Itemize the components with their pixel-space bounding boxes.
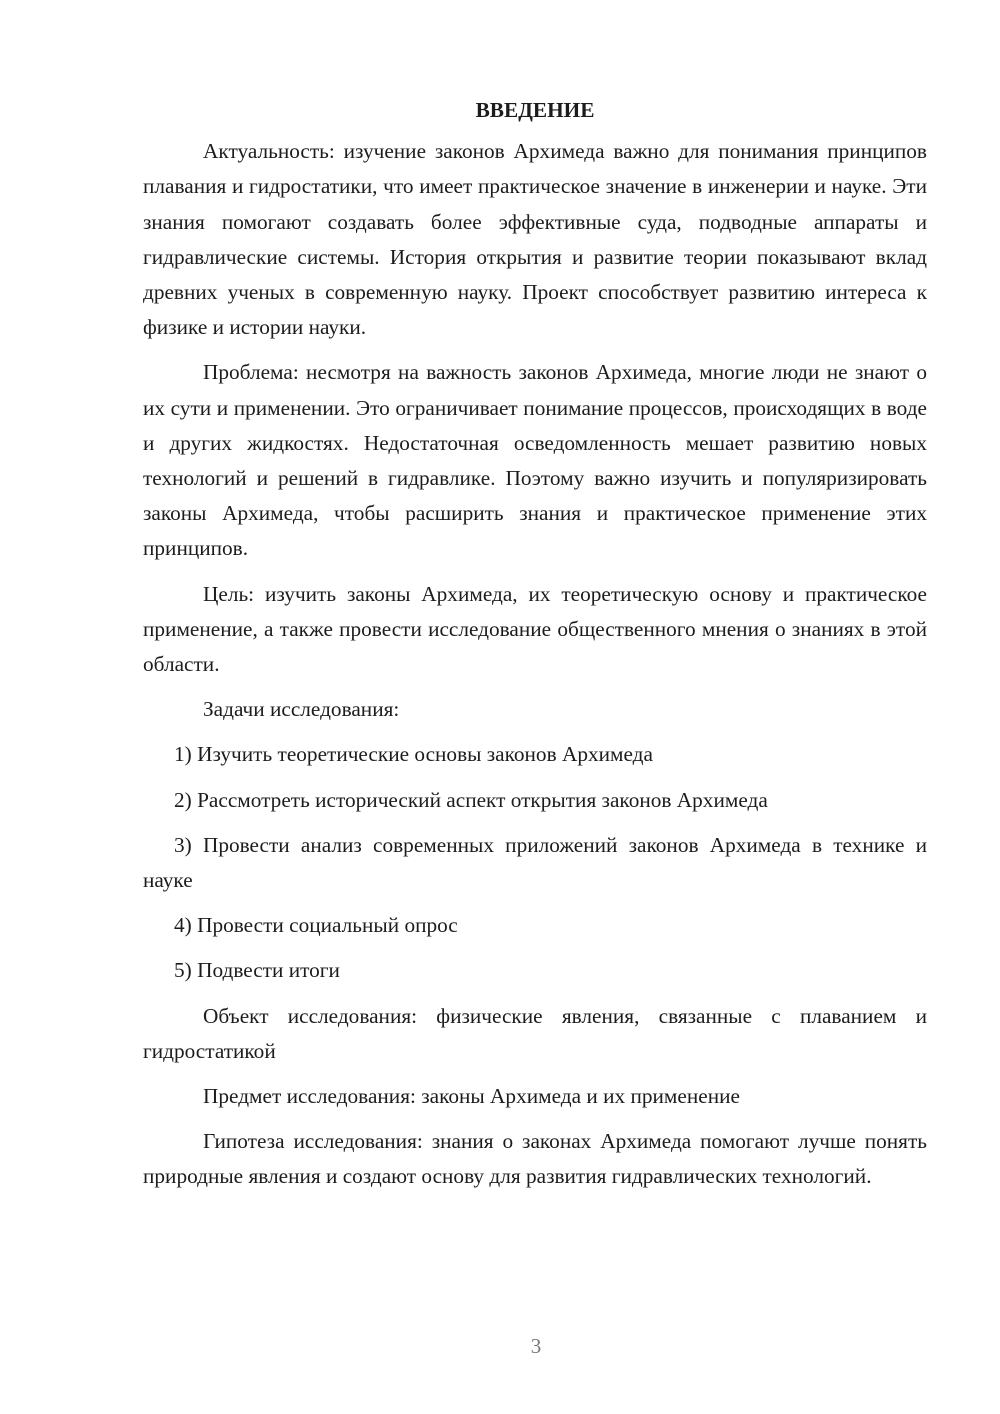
hypothesis-paragraph: Гипотеза исследования: знания о законах Архимеда помогают лучше понять природные явления и создают основу для развития гидравлических технологий. [143, 1129, 927, 1189]
goal-paragraph: Цель: изучить законы Архимеда, их теоретическую основу и практическое применение, а также провести исследование общественного мнения о знаниях в этой области. [143, 581, 927, 677]
page-content [143, 93, 927, 1205]
task-item: 3) Провести анализ современных приложений законов Архимеда в технике и науке [143, 832, 927, 893]
task-item: 5) Подвести итоги [174, 958, 340, 983]
tasks-heading: Задачи исследования: [203, 697, 400, 722]
task-item: 1) Изучить теоретические основы законов Архимеда [174, 742, 653, 767]
relevance-paragraph: Актуальность: изучение законов Архимеда важно для понимания принципов плавания и гидростатики, что имеет практическое значение в инженерии и науке. Эти знания помогают создавать более эффективные суда, подводные аппараты и гидравлические системы. История открытия и развитие теории показывают вклад древних ученых в современную науку. Проект способствует развитию интереса к физике и истории науки. [143, 139, 927, 340]
problem-paragraph: Проблема: несмотря на важность законов Архимеда, многие люди не знают о их сути и применении. Это ограничивает понимание процессов, происходящих в воде и других жидкостях. Недостаточная осведомленность мешает развитию новых технологий и решений в гидравлике. Поэтому важно изучить и популяризировать законы Архимеда, чтобы расширить знания и практическое применение этих принципов. [143, 360, 927, 561]
page-number: 3 [530, 1334, 542, 1358]
object-paragraph: Объект исследования: физические явления, связанные с плаванием и гидростатикой [143, 1003, 927, 1063]
subject-paragraph: Предмет исследования: законы Архимеда и их применение [203, 1084, 740, 1109]
task-item: 2) Рассмотреть исторический аспект открытия законов Архимеда [174, 787, 768, 812]
task-item: 4) Провести социальный опрос [174, 913, 458, 938]
section-title: ВВЕДЕНИЕ [475, 98, 595, 122]
